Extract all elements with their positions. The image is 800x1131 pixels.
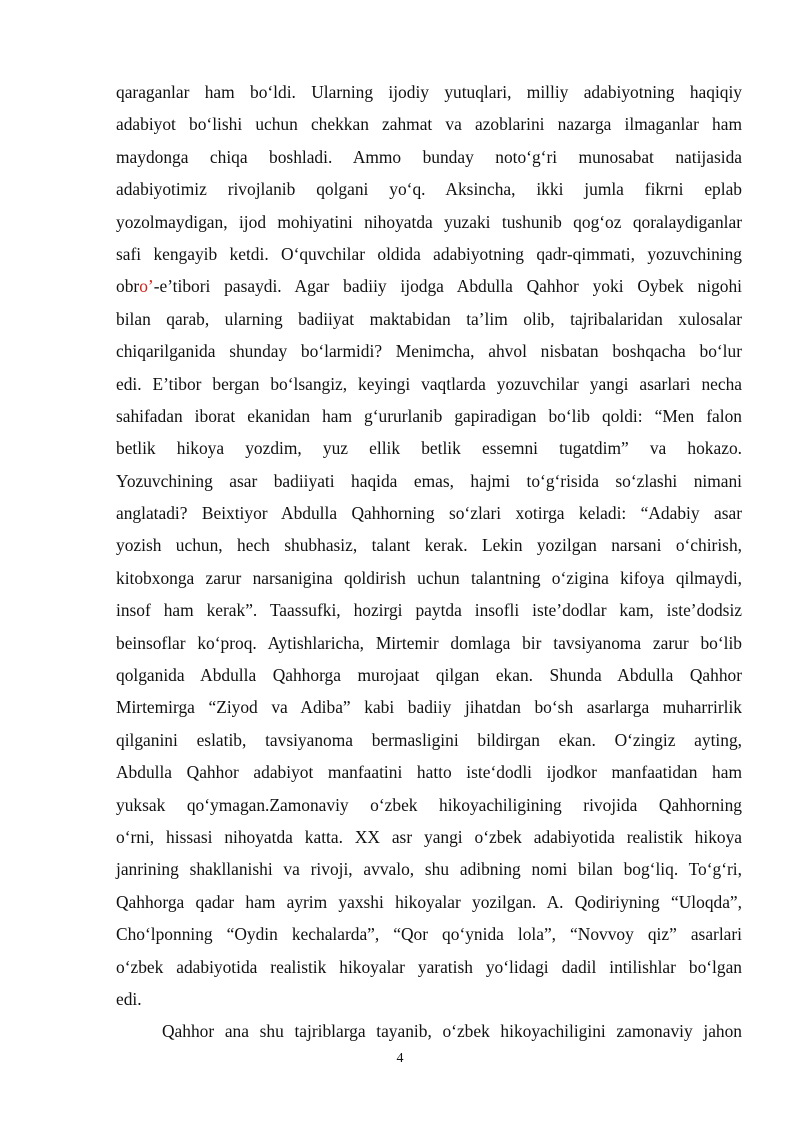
text-line: betlik hikoya yozdim, yuz ellik betlik essemni tugatdim” va hokazo. [116, 438, 742, 459]
text-line: o‘zbek adabiyotida realistik hikoyalar yaratish yo‘lidagi dadil intilishlar bo‘lgan [116, 956, 742, 977]
text-line: yozish uchun, hech shubhasiz, talant kerak. Lekin yozilgan narsani o‘chirish, [116, 535, 742, 556]
page-number: 4 [396, 1051, 404, 1066]
text-line: edi. [116, 988, 142, 1009]
text-fragment: obr [116, 276, 140, 297]
text-line: sahifadan iborat ekanidan ham g‘ururlanib gapiradigan bo‘lib qoldi: “Men falon [116, 405, 742, 426]
text-line: insof ham kerak”. Taassufki, hozirgi paytda insofli iste’dodlar kam, iste’dodsiz [116, 600, 742, 621]
text-line: maydonga chiqa boshladi. Ammo bunday noto‘g‘ri munosabat natijasida [116, 146, 742, 167]
text-line: Abdulla Qahhor adabiyot manfaatini hatto iste‘dodli ijodkor manfaatidan ham [116, 762, 742, 783]
text-line [116, 270, 742, 302]
text-line: bilan qarab, ularning badiiyat maktabidan ta’lim olib, tajribalaridan xulosalar [116, 308, 742, 329]
text-line: janrining shakllanishi va rivoji, avvalo, shu adibning nomi bilan bog‘liq. To‘g‘ri, [116, 859, 742, 880]
text-line: Mirtemirga “Ziyod va Adiba” kabi badiiy jihatdan bo‘sh asarlarga muharrirlik [116, 697, 742, 718]
text-line: qolganida Abdulla Qahhorga murojaat qilgan ekan. Shunda Abdulla Qahhor [116, 665, 742, 686]
text-line: Yozuvchining asar badiiyati haqida emas, hajmi to‘g‘risida so‘zlashi nimani [116, 470, 742, 491]
text-line: yuksak qo‘ymagan.Zamonaviy o‘zbek hikoyachiligining rivojida Qahhorning [116, 794, 742, 815]
text-line: edi. E’tibor bergan bo‘lsangiz, keyingi vaqtlarda yozuvchilar yangi asarlari necha [116, 373, 742, 394]
text-fragment: -e’tibori pasaydi. Agar badiiy ijodga Abdulla Qahhor yoki Oybek nigohi [153, 276, 742, 297]
text-line: anglatadi? Beixtiyor Abdulla Qahhorning so‘zlari xotirga keladi: “Adabiy asar [116, 503, 742, 524]
text-line: adabiyot bo‘lishi uchun chekkan zahmat va azoblarini nazarga ilmaganlar ham [116, 114, 742, 135]
text-line: Cho‘lponning “Oydin kechalarda”, “Qor qo‘ynida lola”, “Novvoy qiz” asarlari [116, 924, 742, 945]
highlighted-fragment: o’ [139, 276, 154, 297]
text-line: Qahhorga qadar ham ayrim yaxshi hikoyalar yozilgan. A. Qodiriyning “Uloqda”, [116, 891, 742, 912]
text-line: beinsoflar ko‘proq. Aytishlaricha, Mirtemir domlaga bir tavsiyanoma zarur bo‘lib [116, 632, 742, 653]
text-line: kitobxonga zarur narsanigina qoldirish uchun talantning o‘zigina kifoya qilmaydi, [116, 567, 742, 588]
text-line: safi kengayib ketdi. O‘quvchilar oldida adabiyotning qadr-qimmati, yozuvchining [116, 243, 742, 264]
text-line: qaraganlar ham bo‘ldi. Ularning ijodiy yutuqlari, milliy adabiyotning haqiqiy [116, 82, 742, 102]
text-line: chiqarilganida shunday bo‘larmidi? Menimcha, ahvol nisbatan boshqacha bo‘lur [116, 341, 742, 362]
text-line: o‘rni, hissasi nihoyatda katta. XX asr yangi o‘zbek adabiyotida realistik hikoya [116, 826, 742, 847]
text-line: yozolmaydigan, ijod mohiyatini nihoyatda yuzaki tushunib qog‘oz qoralaydiganlar [116, 211, 742, 232]
text-line: qilganini eslatib, tavsiyanoma bermasligini bildirgan ekan. O‘zingiz ayting, [116, 729, 742, 750]
paragraph-first-line: Qahhor ana shu tajriblarga tayanib, o‘zbek hikoyachiligini zamonaviy jahon [162, 1021, 742, 1042]
text-line: adabiyotimiz rivojlanib qolgani yo‘q. Aksincha, ikki jumla fikrni eplab [116, 179, 742, 200]
body-text [116, 76, 742, 1048]
